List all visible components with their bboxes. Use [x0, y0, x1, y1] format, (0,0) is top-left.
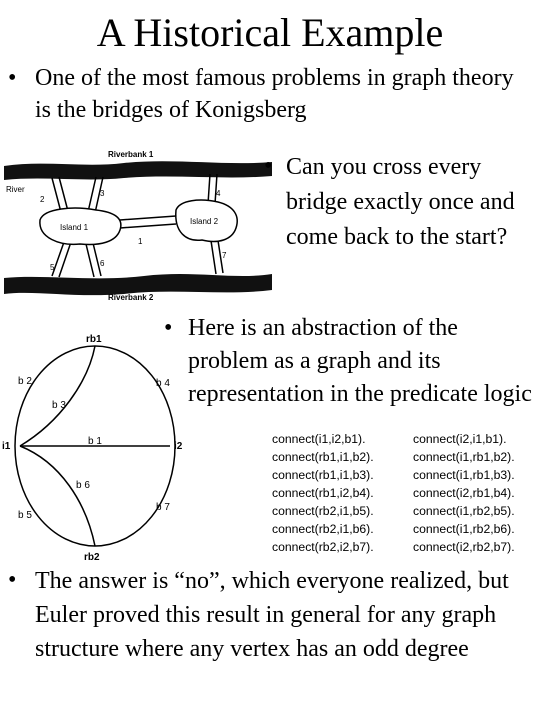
bridge-number-3: 3 [100, 189, 105, 198]
predicate-line: connect(rb1,i1,b3). [272, 468, 374, 482]
node-i2-label: i2 [174, 441, 183, 452]
predicate-line: connect(rb1,i2,b4). [272, 486, 374, 500]
bridge-1 [120, 216, 176, 228]
bridge-number-4: 4 [216, 189, 221, 198]
bridge-6 [86, 243, 101, 277]
bullet-intro-text: One of the most famous problems in graph theory is the bridges of Konigsberg [35, 65, 514, 123]
edge-b5-label: b 5 [18, 510, 32, 521]
predicate-line: connect(i2,rb2,b7). [413, 540, 515, 554]
riverbank-2-shape [4, 274, 272, 295]
edge-b6-label: b 6 [76, 480, 90, 491]
bridge-number-6: 6 [100, 259, 105, 268]
page-title: A Historical Example [96, 10, 444, 55]
predicate-line: connect(rb1,i1,b2). [272, 450, 374, 464]
island-2-label: Island 2 [190, 217, 219, 226]
bridge-number-1: 1 [138, 237, 143, 246]
island-1-label: Island 1 [60, 223, 89, 232]
predicate-line: connect(i1,i2,b1). [272, 432, 366, 446]
edge-b1-label: b 1 [88, 436, 102, 447]
bullet-answer-text: The answer is “no”, which everyone realized, but Euler proved this result in general for any graph structure where any vertex has an odd degree [35, 568, 509, 662]
predicate-line: connect(i1,rb2,b6). [413, 522, 515, 536]
predicate-line: connect(i1,rb2,b5). [413, 504, 515, 518]
edge-b3 [20, 346, 95, 446]
bullet-marker: • [8, 567, 17, 593]
predicate-line: connect(rb2,i1,b5). [272, 504, 374, 518]
bridge-number-7: 7 [222, 251, 227, 260]
predicate-line: connect(i1,rb1,b2). [413, 450, 515, 464]
riverbank-1-shape [4, 161, 272, 180]
bullet-question [264, 150, 534, 255]
edge-b6 [20, 446, 95, 546]
bullet-answer [8, 564, 533, 666]
riverbank-2-label: Riverbank 2 [108, 293, 154, 300]
node-rb2-label: rb2 [84, 552, 100, 562]
river-label: River [6, 185, 25, 194]
node-i1-label: i1 [2, 441, 11, 452]
predicates-left-column [272, 430, 374, 556]
bridge-graph [0, 332, 190, 562]
bridge-number-2: 2 [40, 195, 45, 204]
bridge-number-5: 5 [50, 263, 55, 272]
node-rb1-label: rb1 [86, 334, 102, 345]
bullet-marker: • [264, 153, 273, 179]
bullet-abstraction-text: Here is an abstraction of the problem as a graph and its representation in the predicate logic [188, 315, 532, 407]
predicate-line: connect(rb2,i1,b6). [272, 522, 374, 536]
predicate-line: connect(i2,rb1,b4). [413, 486, 515, 500]
predicate-line: connect(i1,rb1,b3). [413, 468, 515, 482]
predicate-line: connect(rb2,i2,b7). [272, 540, 374, 554]
edge-b4-label: b 4 [156, 378, 170, 389]
konigsberg-map [4, 150, 274, 300]
bullet-marker: • [8, 65, 17, 91]
edge-b2-label: b 2 [18, 376, 32, 387]
predicates-right-column [413, 430, 515, 556]
bullet-intro [8, 62, 533, 126]
edge-b7-label: b 7 [156, 502, 170, 513]
predicate-line: connect(i2,i1,b1). [413, 432, 507, 446]
bullet-marker: • [164, 315, 173, 341]
bullet-question-text: Can you cross every bridge exactly once and come back to the start? [286, 154, 515, 250]
edge-b3-label: b 3 [52, 400, 66, 411]
riverbank-1-label: Riverbank 1 [108, 150, 154, 159]
bullet-abstraction [164, 312, 534, 411]
bridge-5 [52, 242, 71, 277]
